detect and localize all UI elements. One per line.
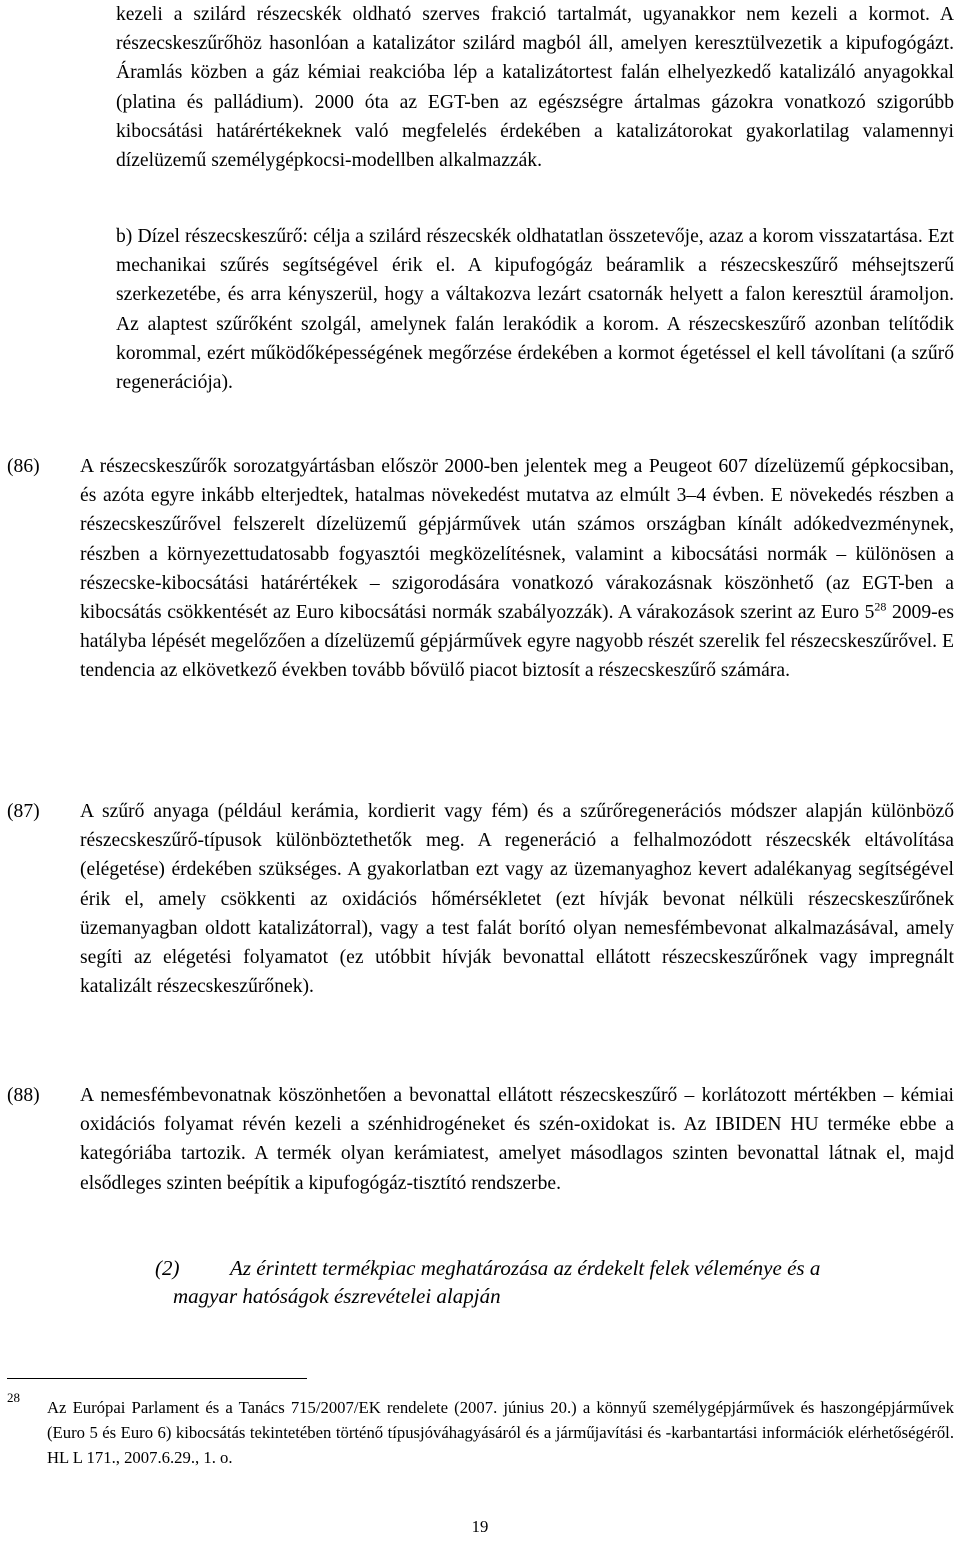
- section-heading: [155, 1254, 955, 1310]
- para-87-number: (87): [7, 801, 40, 822]
- top-paragraph: kezeli a szilárd részecskék oldható szerves frakció tartalmát, ugyanakkor nem kezeli a kormot. A részecskeszűrőhöz hasonlóan a katalizátor szilárd magból áll, amelyen keresztülvezetik a kipufogógázt. Áramlás közben a gáz kémiai reakcióba lép a katalizátortest falán elhelyezkedő katalizáló anyagokkal (platina és palládium). 2000 óta az EGT-ben az egészségre ártalmas gázokra vonatkozó szigorúbb kibocsátási határértékeknek való megfelelés érdekében a katalizátorokat gyakorlatilag valamennyi dízelüzemű személygépkocsi-modellben alkalmazzák.: [116, 4, 954, 172]
- para-87-text: A szűrő anyaga (például kerámia, kordierit vagy fém) és a szűrőregenerációs módszer alapján különböző részecskeszűrő-típusok különböztethetők meg. A regeneráció a felhalmozódott részecskék eltávolítása (elégetése) érdekében szükséges. A gyakorlatban ezt vagy az üzemanyaghoz kevert adalékanyag segítségével érik el, amely csökkenti az oxidációs hőmérsékletet (ezt hívják bevonat nélküli részecskeszűrőnek üzemanyagban oldott katalizátorral), vagy a test falát borító olyan nemesfémbevonat alkalmazásával, amely segíti az elégetési folyamatot (ez utóbbit hívják bevonattal ellátott részecskeszűrőnek vagy impregnált katalizált részecskeszűrőnek).: [80, 801, 954, 998]
- item-b-text: Dízel részecskeszűrő: célja a szilárd részecskék oldhatatlan összetevője, azaz a korom visszatartása. Ezt mechanikai szűrés segítségével érik el. A kipufogógáz beáramlik a részecskeszűrő méhsejtszerű szerkezetébe, és arra kényszerül, hogy a váltakozva lezárt csatornák helyett a falon keresztül áramoljon. Az alaptest szűrőként szolgál, amelynek falán lerakódik a korom. A részecskeszűrő azonban telítődik korommal, ezért működőképességének megőrzése érdekében a kormot égetéssel el kell távolítani (a szűrő regenerációja).: [116, 226, 954, 394]
- footnote-divider: [7, 1378, 307, 1379]
- footnote-text: Az Európai Parlament és a Tanács 715/2007/EK rendelete (2007. június 20.) a könnyű személygépjárművek és haszongépjárművek (Euro 5 és Euro 6) kibocsátás tekintetében történő típusjóváhagyásáról és a járműjavítási és -karbantartási információk elérhetőségéről. HL L 171., 2007.6.29., 1. o.: [47, 1398, 954, 1467]
- para-88-text: A nemesfémbevonatnak köszönhetően a bevonattal ellátott részecskeszűrő – korlátozott mértékben – kémiai oxidációs folyamat révén kezeli a szénhidrogéneket és szén-oxidokat is. Az IBIDEN HU terméke ebbe a kategóriába tartozik. A termék olyan kerámiatest, amelyet másodlagos szinten bevonattal látnak el, majd elsődleges szinten beépítik a kipufogógáz-tisztító rendszerbe.: [80, 1085, 954, 1194]
- section-heading-line1: [155, 1254, 955, 1282]
- item-b-paragraph: [116, 222, 954, 397]
- footnote-ref[interactable]: 28: [874, 599, 887, 614]
- para-86-text-a: A részecskeszűrők sorozatgyártásban először 2000-ben jelentek meg a Peugeot 607 dízelüzemű gépkocsiban, és azóta egyre inkább elterjedtek, hatalmas növekedést mutatva az elmúlt 3–4 évben. E növekedés részben a részecskeszűrővel felszerelt dízelüzemű gépjárművek után számos országban kínált adókedvezménynek, részben a környezettudatosabb fogyasztói megközelítésnek, valamint a kibocsátási normák – különösen a részecske-kibocsátási határértékek – szigorodására vonatkozó várakozásnak köszönhető (az EGT-ben a kibocsátás csökkentését az Euro kibocsátási normák szabályozzák). A várakozások szerint az Euro 5: [80, 456, 954, 624]
- para-88-number: (88): [7, 1085, 40, 1106]
- page-number: 19: [471, 1517, 489, 1536]
- footnote-mark: 28: [7, 1390, 20, 1405]
- section-heading-text-1: Az érintett termékpiac meghatározása az érdekelt felek véleménye és a: [230, 1256, 821, 1280]
- section-heading-line2: magyar hatóságok észrevételei alapján: [173, 1284, 501, 1308]
- para-86-number: (86): [7, 456, 40, 477]
- section-heading-number: (2): [155, 1256, 180, 1280]
- item-b-label: b): [116, 226, 133, 247]
- para-86-text: [80, 452, 954, 686]
- para-86-text-b: 2009-es hatályba lépését megelőzően a dízelüzemű gépjárművek egyre nagyobb részét szerelik fel részecskeszűrővel. E tendencia az elkövetkező években tovább bővülő piacot biztosít a részecskeszűrő számára.: [80, 602, 954, 682]
